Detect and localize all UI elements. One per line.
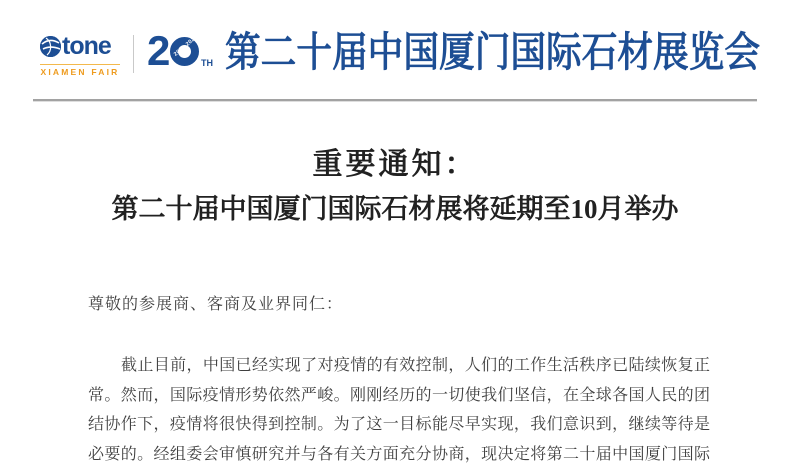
anniversary-digit: 2	[147, 29, 168, 73]
paragraph-line: 常。然而，国际疫情形势依然严峻。刚刚经历的一切使我们坚信，在全球各国人民的团	[88, 381, 710, 411]
salutation: 尊敬的参展商、客商及业界同仁：	[88, 293, 728, 317]
globe-icon	[40, 36, 61, 57]
20th-anniversary-logo	[147, 32, 213, 76]
stone-fair-logo	[40, 31, 124, 77]
header-divider-rule	[33, 99, 757, 102]
logo-subtitle: XIAMEN FAIR	[40, 64, 120, 77]
logo-wordmark: tone	[62, 36, 111, 57]
paragraph-line: 截止目前，中国已经实现了对疫情的有效控制，人们的工作生活秩序已陆续恢复正	[88, 351, 710, 381]
letterhead	[40, 28, 213, 80]
notice-paragraph	[88, 351, 710, 469]
anniversary-th: TH	[201, 58, 213, 68]
notice-subheading: 第二十届中国厦门国际石材展将延期至10月举办	[0, 193, 790, 225]
paragraph-line: 结协作下，疫情将很快得到控制。为了这一目标能尽早实现，我们意识到，继续等待是	[88, 410, 710, 440]
paragraph-line-clipped: 必要的。经组委会审慎研究并与各有关方面充分协商，现决定将第二十届中国厦门国际	[88, 440, 710, 469]
fair-title: 第二十届中国厦门国际石材展览会	[225, 30, 760, 74]
anniversary-years: 2001-2020	[173, 34, 200, 58]
logo-divider	[133, 35, 134, 73]
notice-heading: 重要通知：	[0, 148, 790, 182]
